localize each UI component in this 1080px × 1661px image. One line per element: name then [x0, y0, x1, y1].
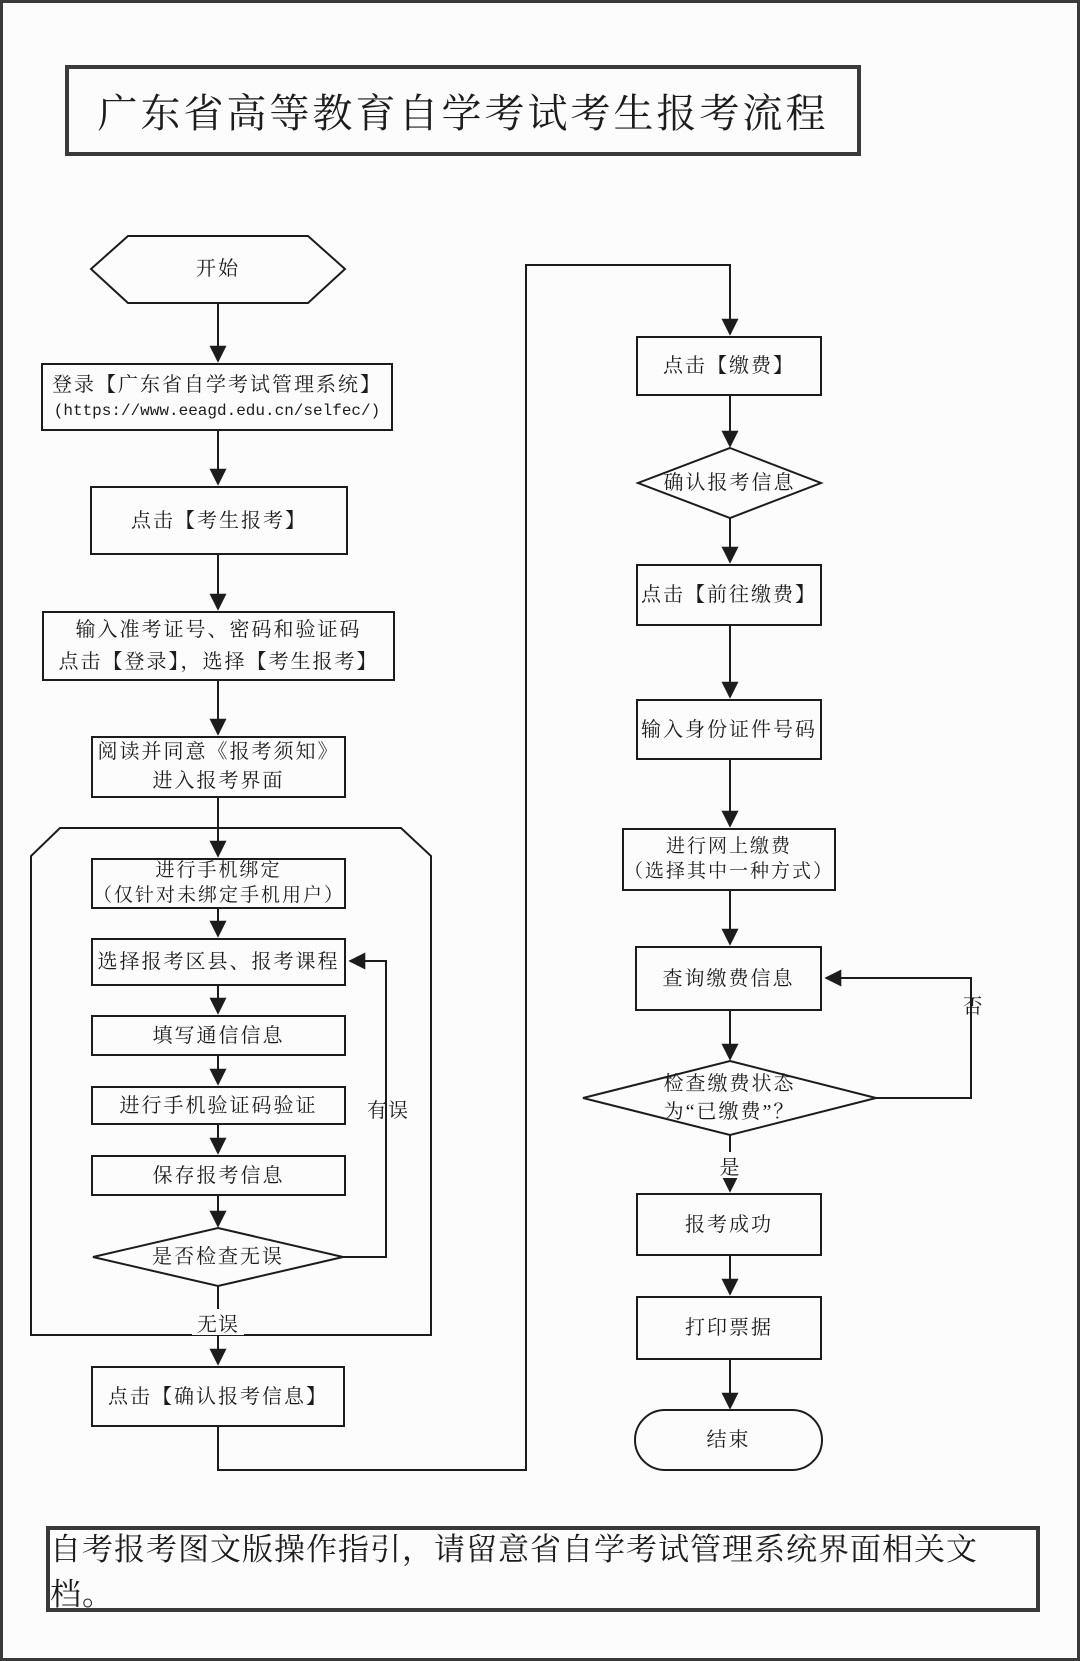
confirm-info-label: 点击【确认报考信息】: [108, 1385, 328, 1408]
login-node: [41, 363, 393, 431]
confirm-reg-node: [638, 448, 821, 518]
branch-label-error: 有误: [367, 1099, 409, 1122]
login-line1: 登录【广东省自学考试管理系统】: [52, 373, 382, 396]
goto-pay-node: [636, 564, 822, 626]
fill-contact-node: [91, 1015, 346, 1056]
click-register-node: [90, 486, 348, 555]
phone-bind-node: [91, 858, 346, 909]
save-info-node: [91, 1155, 346, 1196]
online-pay-line1: 进行网上缴费: [665, 835, 792, 857]
input-id-node: [636, 699, 822, 760]
start-node: [91, 236, 345, 303]
end-label: 结束: [706, 1428, 751, 1451]
check-ok-label: 是否检查无误: [152, 1245, 284, 1268]
success-node: [636, 1193, 822, 1256]
print-receipt-node: [636, 1296, 822, 1360]
branch-label-no-error: 无误: [192, 1309, 244, 1335]
print-receipt-label: 打印票据: [685, 1317, 773, 1339]
click-pay-node: [636, 336, 822, 396]
phone-bind-line1: 进行手机绑定: [155, 859, 282, 881]
check-paid-line2: 为“已缴费”？: [663, 1101, 796, 1123]
branch-label-no: 否: [962, 995, 984, 1018]
confirm-info-node: [91, 1366, 345, 1427]
login-url: (https://www.eeagd.edu.cn/selfec/): [53, 401, 381, 420]
query-pay-node: [635, 946, 822, 1011]
click-pay-label: 点击【缴费】: [663, 355, 795, 377]
read-notice-line2: 进入报考界面: [152, 770, 285, 792]
input-credentials-node: [42, 611, 395, 681]
read-notice-node: [91, 736, 346, 798]
success-label: 报考成功: [685, 1213, 773, 1236]
query-pay-label: 查询缴费信息: [662, 967, 795, 990]
end-node: [635, 1410, 822, 1470]
check-paid-line1: 检查缴费状态: [663, 1073, 796, 1095]
goto-pay-label: 点击【前往缴费】: [641, 584, 817, 606]
branch-label-yes: 是: [717, 1152, 743, 1178]
footer-box: [46, 1526, 1040, 1612]
start-label: 开始: [196, 258, 240, 280]
click-register-label: 点击【考生报考】: [131, 509, 307, 532]
online-pay-line2: （选择其中一种方式）: [624, 860, 835, 882]
online-pay-node: [622, 828, 836, 891]
check-paid-node: [583, 1061, 876, 1135]
footer-text: 自考报考图文版操作指引，请留意省自学考试管理系统界面相关文档。: [50, 1532, 978, 1612]
check-ok-node: [93, 1228, 343, 1286]
confirm-reg-label: 确认报考信息: [663, 471, 796, 494]
read-notice-line1: 阅读并同意《报考须知》: [97, 741, 340, 763]
sms-verify-label: 进行手机验证码验证: [119, 1094, 318, 1117]
input-credentials-line1: 输入准考证号、密码和验证码: [75, 619, 362, 641]
page-title: 广东省高等教育自学考试考生报考流程: [97, 91, 829, 136]
select-course-node: [91, 938, 346, 986]
input-id-label: 输入身份证件号码: [641, 718, 817, 741]
sms-verify-node: [91, 1086, 346, 1125]
save-info-label: 保存报考信息: [152, 1164, 285, 1187]
fill-contact-label: 填写通信信息: [152, 1024, 285, 1047]
phone-bind-line2: （仅针对未绑定手机用户）: [93, 884, 346, 906]
select-course-label: 选择报考区县、报考课程: [97, 951, 340, 973]
input-credentials-line2: 点击【登录】，选择【考生报考】: [58, 651, 379, 673]
